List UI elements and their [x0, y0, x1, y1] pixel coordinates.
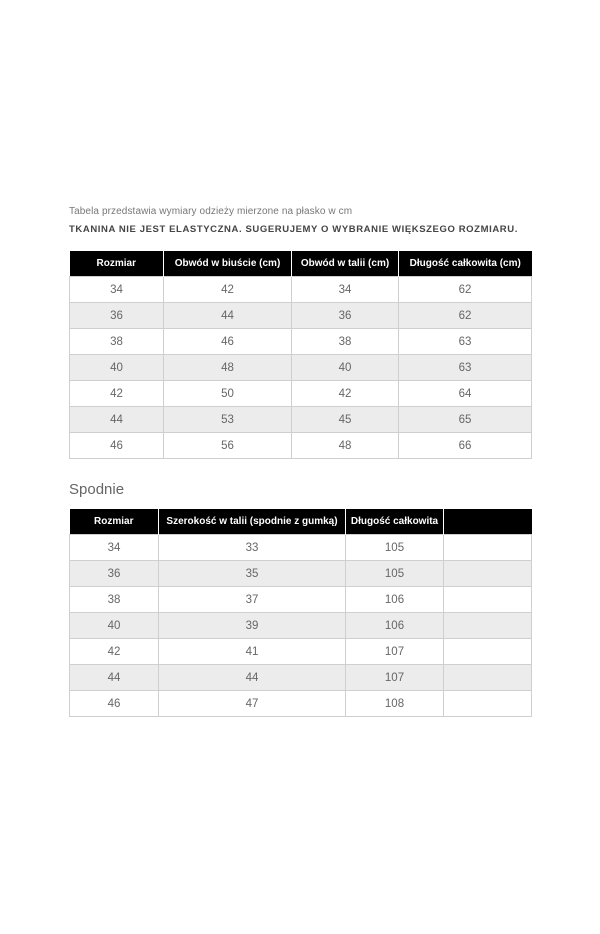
table-cell: 37 [159, 587, 346, 613]
table-cell: 38 [70, 587, 159, 613]
pants-size-table [69, 509, 532, 717]
table-row [70, 277, 532, 303]
table-row [70, 691, 532, 717]
table-cell: 62 [399, 303, 532, 329]
table-cell: 42 [292, 381, 399, 407]
table-cell: 106 [346, 613, 444, 639]
table-cell: 105 [346, 535, 444, 561]
table-cell: 36 [70, 561, 159, 587]
table-cell: 33 [159, 535, 346, 561]
table-cell [444, 535, 532, 561]
table-row [70, 613, 532, 639]
table-row [70, 303, 532, 329]
table-cell: 62 [399, 277, 532, 303]
header-length: Długość całkowita (cm) [399, 251, 532, 277]
table-cell: 46 [70, 433, 164, 459]
table-cell: 40 [292, 355, 399, 381]
table-cell: 42 [164, 277, 292, 303]
table-cell: 44 [70, 407, 164, 433]
table-cell: 34 [70, 535, 159, 561]
table-cell: 44 [164, 303, 292, 329]
header-size: Rozmiar [70, 251, 164, 277]
table-cell: 47 [159, 691, 346, 717]
table-row [70, 561, 532, 587]
table-cell: 35 [159, 561, 346, 587]
table-cell: 36 [70, 303, 164, 329]
header-empty [444, 509, 532, 535]
fabric-warning: TKANINA NIE JEST ELASTYCZNA. SUGERUJEMY O WYBRANIE WIĘKSZEGO ROZMIARU. [69, 224, 518, 235]
table-cell: 34 [292, 277, 399, 303]
table-header-row [70, 509, 532, 535]
table-row [70, 433, 532, 459]
table-cell: 65 [399, 407, 532, 433]
table-cell: 48 [292, 433, 399, 459]
table-cell: 108 [346, 691, 444, 717]
table-cell: 44 [159, 665, 346, 691]
header-waist-width: Szerokość w talii (spodnie z gumką) [159, 509, 346, 535]
table-cell: 53 [164, 407, 292, 433]
table-cell: 64 [399, 381, 532, 407]
table-cell: 34 [70, 277, 164, 303]
table-cell: 39 [159, 613, 346, 639]
pants-section-title: Spodnie [69, 481, 125, 498]
table-cell: 38 [292, 329, 399, 355]
table-row [70, 587, 532, 613]
table-cell [444, 613, 532, 639]
table-row [70, 381, 532, 407]
header-bust: Obwód w biuście (cm) [164, 251, 292, 277]
table-row [70, 407, 532, 433]
header-waist: Obwód w talii (cm) [292, 251, 399, 277]
table-row [70, 665, 532, 691]
header-length: Długość całkowita [346, 509, 444, 535]
table-header-row [70, 251, 532, 277]
table-cell: 42 [70, 639, 159, 665]
table-cell: 46 [164, 329, 292, 355]
table-cell: 63 [399, 329, 532, 355]
table-cell: 56 [164, 433, 292, 459]
table-cell [444, 561, 532, 587]
table-cell: 106 [346, 587, 444, 613]
table-cell: 48 [164, 355, 292, 381]
table-cell [444, 691, 532, 717]
table-cell [444, 665, 532, 691]
table-cell [444, 639, 532, 665]
table-cell: 40 [70, 613, 159, 639]
tops-size-table [69, 251, 532, 459]
table-cell: 40 [70, 355, 164, 381]
header-size: Rozmiar [70, 509, 159, 535]
table-row [70, 639, 532, 665]
table-cell: 63 [399, 355, 532, 381]
table-row [70, 355, 532, 381]
intro-text: Tabela przedstawia wymiary odzieży mierzone na płasko w cm [69, 206, 353, 217]
table-cell: 36 [292, 303, 399, 329]
table-cell: 107 [346, 639, 444, 665]
table-cell: 38 [70, 329, 164, 355]
table-cell: 41 [159, 639, 346, 665]
table-row [70, 329, 532, 355]
table-cell: 45 [292, 407, 399, 433]
table-cell: 105 [346, 561, 444, 587]
table-cell: 66 [399, 433, 532, 459]
table-cell [444, 587, 532, 613]
table-cell: 42 [70, 381, 164, 407]
table-cell: 44 [70, 665, 159, 691]
table-row [70, 535, 532, 561]
table-cell: 46 [70, 691, 159, 717]
table-cell: 107 [346, 665, 444, 691]
table-cell: 50 [164, 381, 292, 407]
